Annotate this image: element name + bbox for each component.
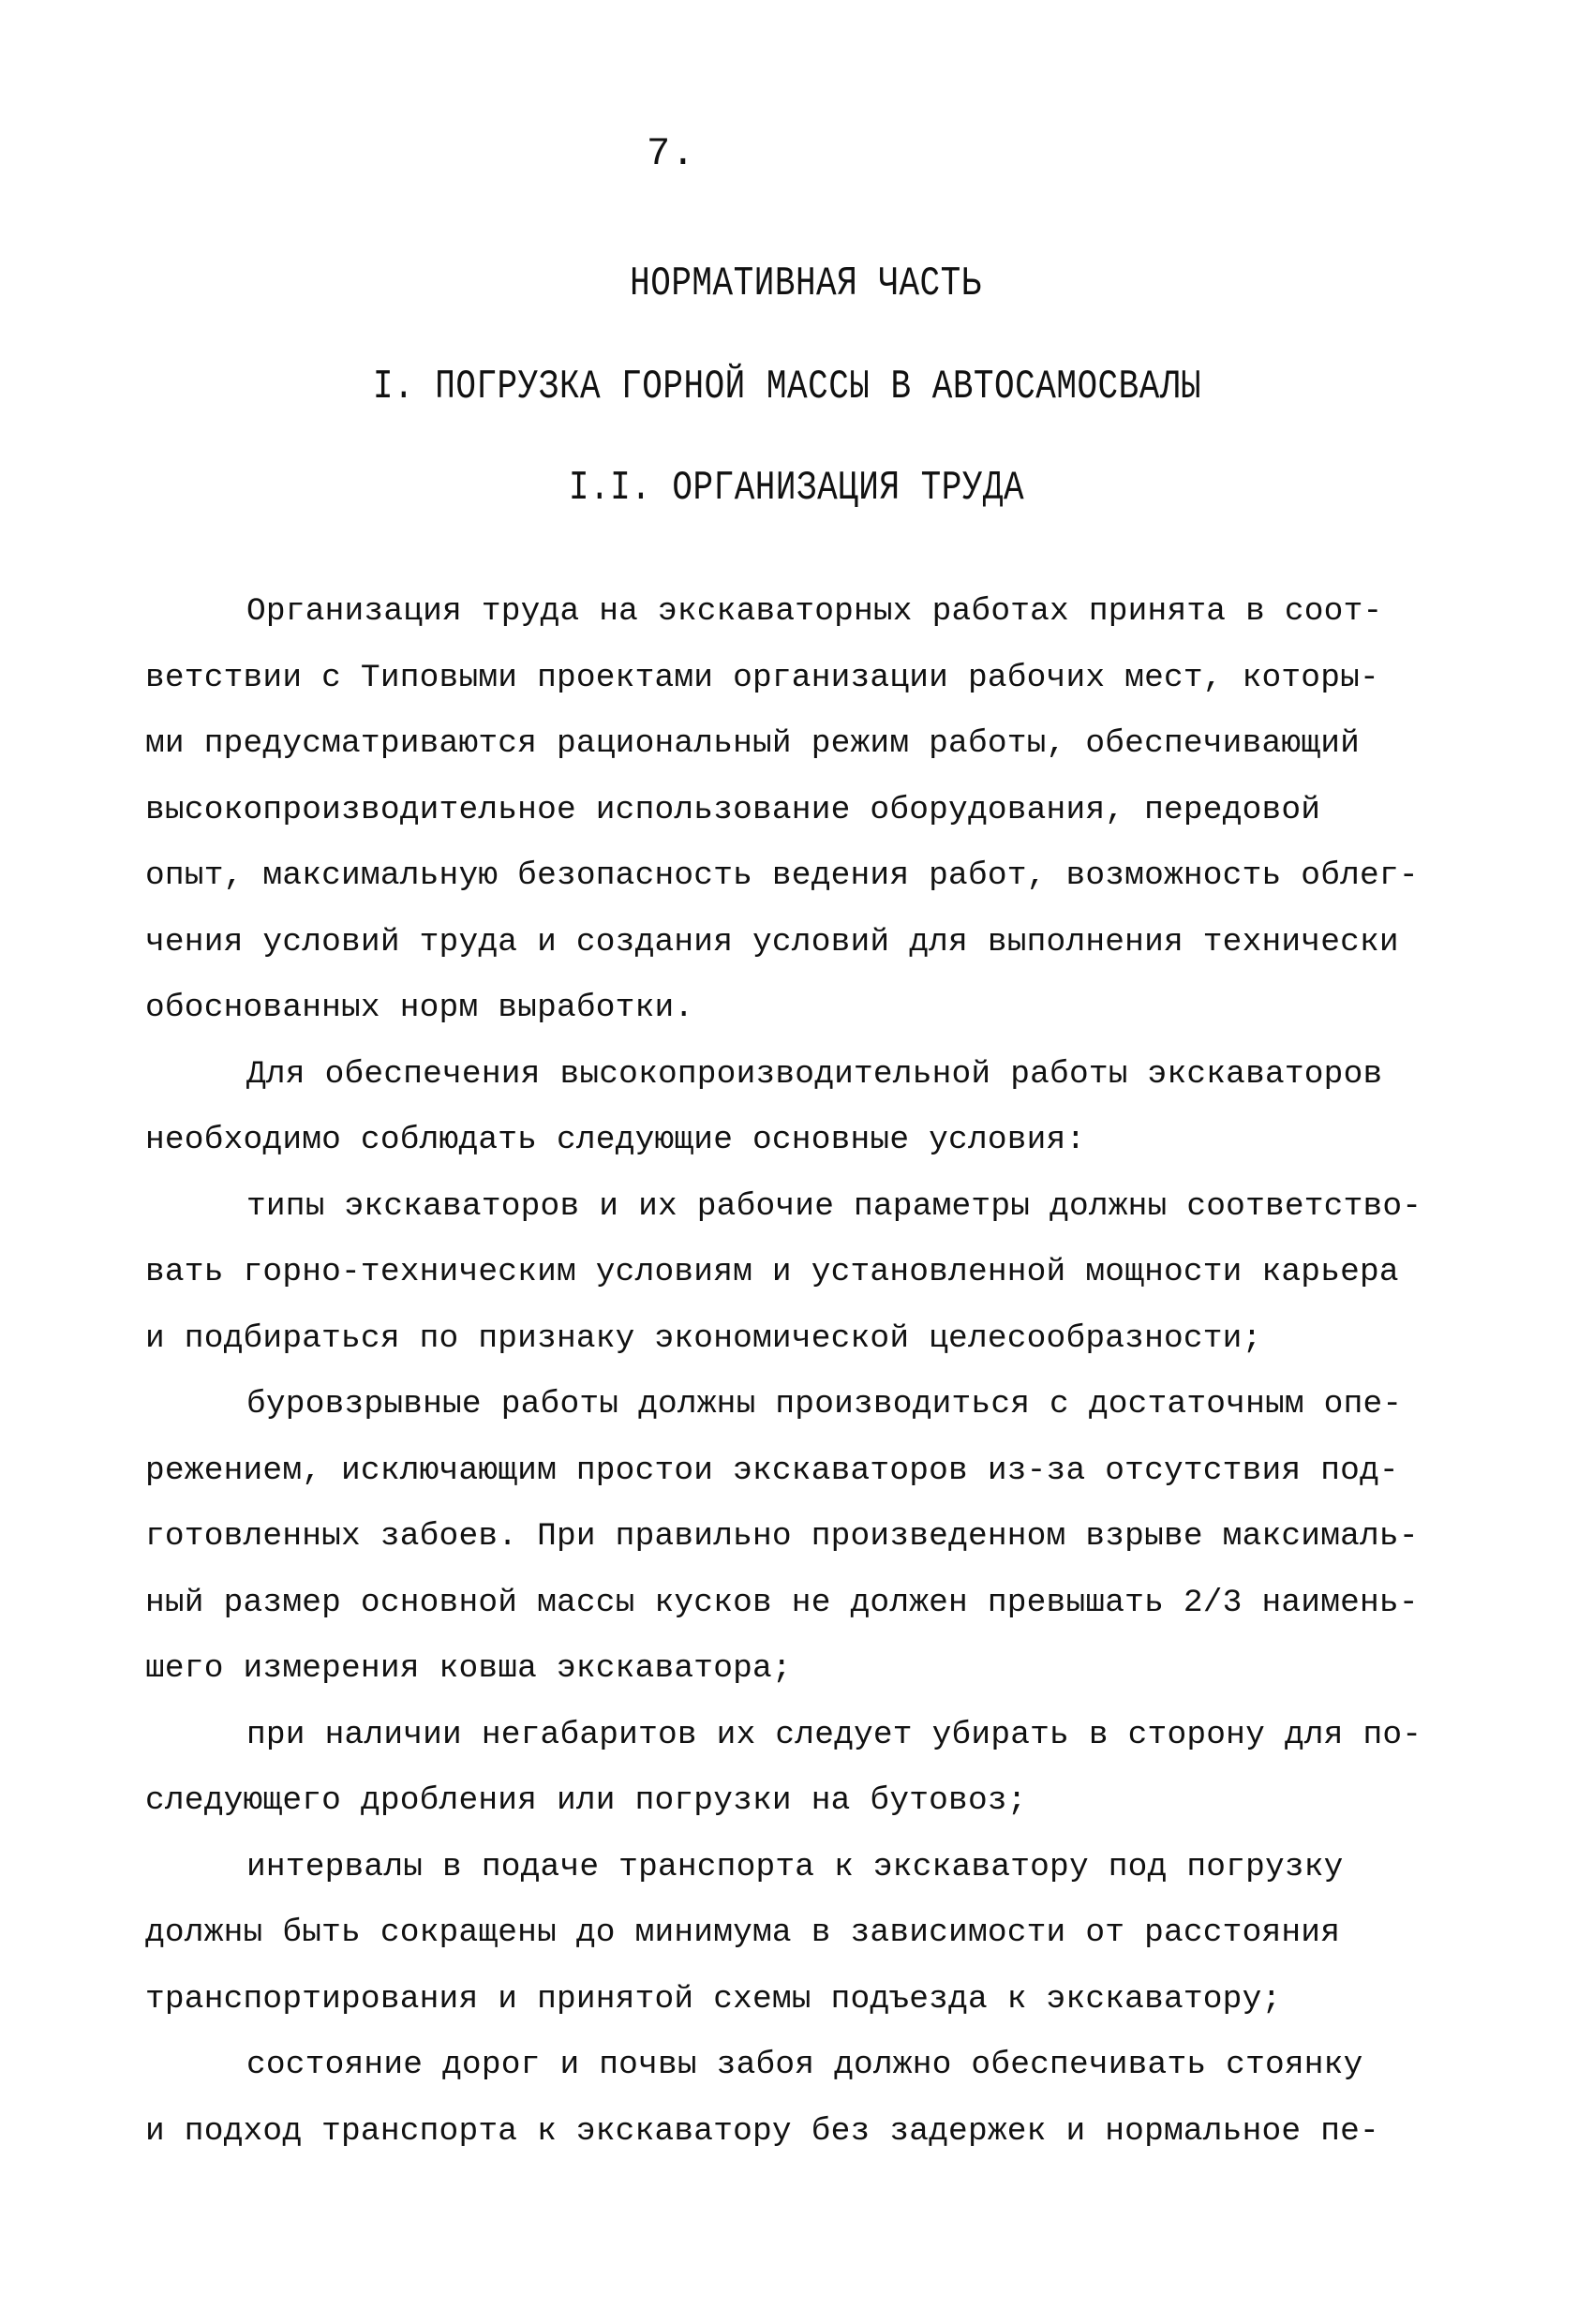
text-line: опыт, максимальную безопасность ведения работ, возможность облег-	[145, 857, 1419, 894]
text-line: шего измерения ковша экскаватора;	[145, 1650, 792, 1687]
text-line: типы экскаваторов и их рабочие параметры должны соответство-	[246, 1187, 1422, 1225]
body-text	[145, 579, 1457, 2165]
text-line: вать горно-техническим условиям и установленной мощности карьера	[145, 1254, 1399, 1290]
text-line: обоснованных норм выработки.	[145, 990, 694, 1026]
text-line: состояние дорог и почвы забоя должно обеспечивать стоянку	[246, 2047, 1363, 2083]
text-line: необходимо соблюдать следующие основные условия:	[145, 1122, 1086, 1158]
page-number: 7.	[647, 131, 696, 176]
part-heading: НОРМАТИВНАЯ ЧАСТЬ	[630, 260, 982, 307]
text-line: чения условий труда и создания условий для выполнения технически	[145, 923, 1399, 961]
text-line: и подход транспорта к экскаватору без задержек и нормальное пе-	[145, 2112, 1379, 2150]
subsection-heading: I.I. ОРГАНИЗАЦИЯ ТРУДА	[568, 464, 1025, 512]
text-line: ветствии с Типовыми проектами организации рабочих мест, которы-	[145, 659, 1379, 696]
text-line: и подбираться по признаку экономической целесообразности;	[145, 1319, 1262, 1357]
text-line: ный размер основной массы кусков не должен превышать 2/3 наимень-	[145, 1584, 1419, 1621]
text-line: транспортирования и принятой схемы подъезда к экскаватору;	[145, 1980, 1282, 2018]
text-line: интервалы в подаче транспорта к экскаватору под погрузку	[246, 1848, 1344, 1885]
text-line: при наличии негабаритов их следует убирать в сторону для по-	[246, 1716, 1422, 1753]
text-line: Организация труда на экскаваторных работах принята в соот-	[246, 593, 1383, 630]
text-line: готовленных забоев. При правильно произведенном взрыве максималь-	[145, 1518, 1419, 1555]
text-line: ми предусматриваются рациональный режим работы, обеспечивающий	[145, 725, 1361, 762]
text-line: высокопроизводительное использование оборудования, передовой	[145, 791, 1321, 828]
text-line: Для обеспечения высокопроизводительной работы экскаваторов	[246, 1055, 1383, 1093]
text-line: должны быть сокращены до минимума в зависимости от расстояния	[145, 1914, 1341, 1951]
text-line: буровзрывные работы должны производиться с достаточным опе-	[246, 1386, 1403, 1423]
text-line: следующего дробления или погрузки на бутовоз;	[145, 1782, 1027, 1819]
section-heading: I. ПОГРУЗКА ГОРНОЙ МАССЫ В АВТОСАМОСВАЛЫ	[372, 363, 1202, 410]
text-line: режением, исключающим простои экскаваторов из-за отсутствия под-	[145, 1452, 1399, 1489]
